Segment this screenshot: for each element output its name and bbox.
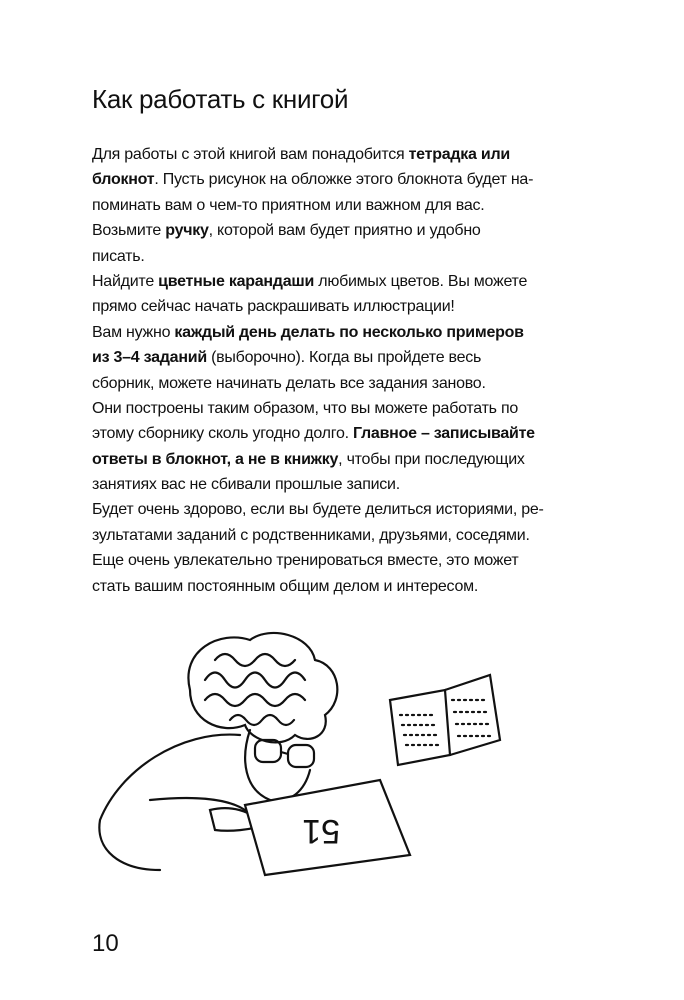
text-line xyxy=(92,574,592,599)
page-title: Как работать с книгой xyxy=(92,84,349,114)
text-line xyxy=(92,269,592,294)
paper-number: 51 xyxy=(302,812,340,850)
text-span: Возьмите xyxy=(92,222,166,240)
text-span: прямо сейчас начать раскрашивать иллюстрации! xyxy=(92,298,455,316)
text-span: Еще очень увлекательно тренироваться вместе, это может xyxy=(92,552,519,570)
text-span: писать. xyxy=(92,247,145,265)
text-line xyxy=(92,244,592,269)
text-span: , которой вам будет приятно и удобно xyxy=(208,222,481,240)
curly-hair xyxy=(188,633,337,742)
text-line xyxy=(92,167,592,192)
text-line xyxy=(92,447,592,472)
page-number: 10 xyxy=(92,930,119,957)
text-line xyxy=(92,345,592,370)
text-line xyxy=(92,421,592,446)
text-span: Для работы с этой книгой вам понадобится xyxy=(92,146,409,163)
text-span: (выборочно). Когда вы пройдете весь xyxy=(206,349,482,367)
text-line xyxy=(92,193,592,218)
body-text xyxy=(92,142,592,599)
text-span: сборник, можете начинать делать все задания заново. xyxy=(92,374,486,392)
bold-text: блокнот xyxy=(92,171,155,189)
text-line xyxy=(92,396,592,421)
text-line xyxy=(92,320,592,345)
text-span: Они построены таким образом, что вы можете работать по xyxy=(92,399,519,417)
text-line xyxy=(92,472,592,497)
text-span: стать вашим постоянным общим делом и интересом. xyxy=(92,577,479,595)
text-line xyxy=(92,218,592,243)
text-line xyxy=(92,371,592,396)
text-line xyxy=(92,548,592,573)
bold-text: тетрадка или xyxy=(408,146,510,163)
text-span: любимых цветов. Вы можете xyxy=(314,272,528,290)
text-line xyxy=(92,523,592,548)
text-span: Вам нужно xyxy=(92,323,175,341)
bold-text: каждый день делать по несколько примеров xyxy=(174,323,524,341)
text-line xyxy=(92,497,592,522)
text-line xyxy=(92,142,592,167)
body-outline xyxy=(99,735,245,870)
bold-text: Главное – записывайте xyxy=(352,425,535,443)
text-span: этому сборнику сколь угодно долго. xyxy=(92,425,353,443)
text-span: Найдите xyxy=(92,272,159,290)
text-span: поминать вам о чем-то приятном или важном для вас. xyxy=(92,196,485,214)
glasses-icon xyxy=(255,740,314,767)
open-book-icon xyxy=(390,675,500,765)
bold-text: из 3–4 заданий xyxy=(92,349,207,367)
text-span: . Пусть рисунок на обложке этого блокнота будет на- xyxy=(154,171,534,189)
paper xyxy=(245,780,410,875)
text-span: занятиях вас не сбивали прошлые записи. xyxy=(92,476,400,494)
bold-text: ответы в блокнот, а не в книжку xyxy=(92,450,339,468)
bold-text: ручку xyxy=(165,222,209,240)
text-span: зультатами заданий с родственниками, друзьями, соседями. xyxy=(92,526,530,544)
bold-text: цветные карандаши xyxy=(158,272,315,290)
illustration-person-with-book xyxy=(80,620,520,880)
text-line xyxy=(92,294,592,319)
text-span: Будет очень здорово, если вы будете делиться историями, ре- xyxy=(92,501,544,519)
text-span: , чтобы при последующих xyxy=(338,450,525,468)
